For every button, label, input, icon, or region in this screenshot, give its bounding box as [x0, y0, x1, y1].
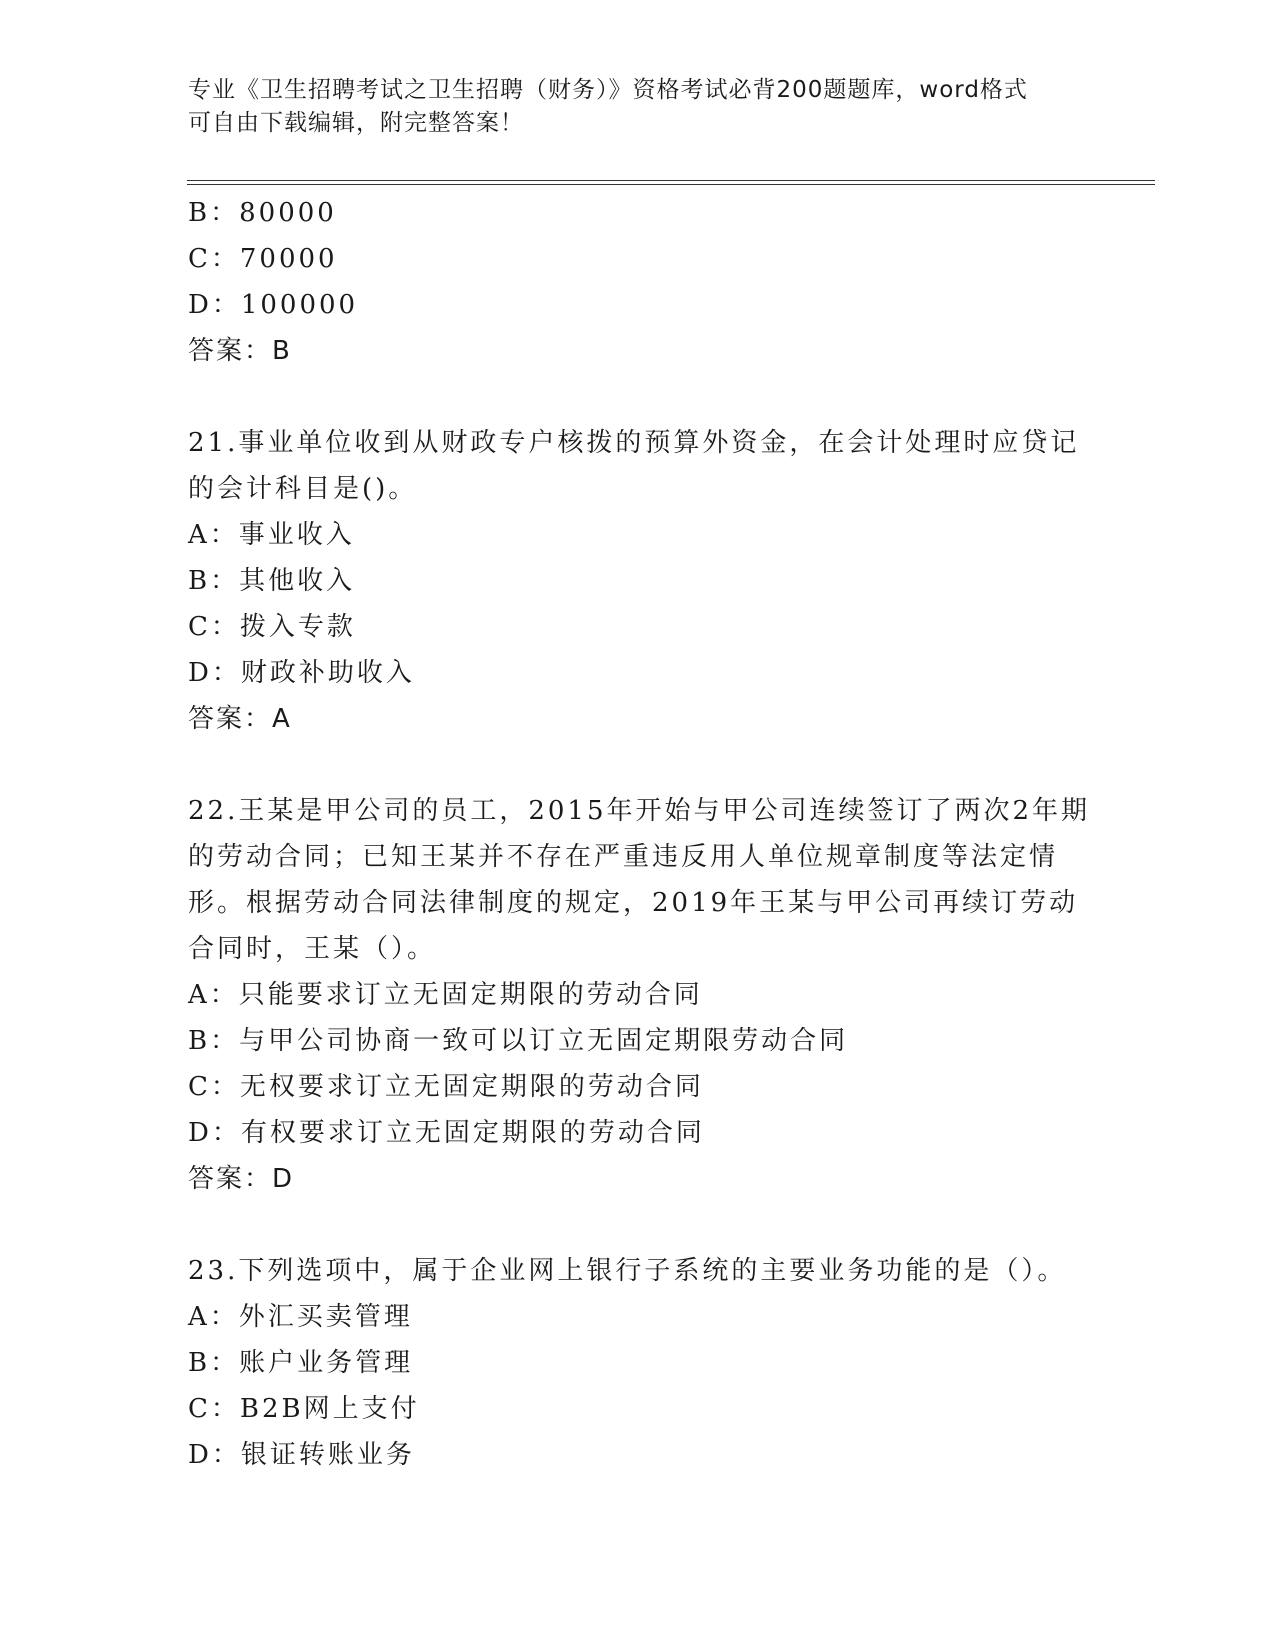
option-d: D：银证转账业务	[188, 1440, 415, 1470]
header-divider-bottom	[187, 184, 1155, 185]
stem-line: 形。根据劳动合同法律制度的规定，2019年王某与甲公司再续订劳动	[188, 888, 1079, 918]
option-a: A：只能要求订立无固定期限的劳动合同	[188, 980, 703, 1010]
option-c: C：B2B网上支付	[188, 1394, 420, 1424]
header-divider-top	[187, 180, 1155, 181]
question-stem	[188, 420, 1088, 512]
option-d: D：100000	[188, 290, 359, 320]
option-b: B：其他收入	[188, 566, 356, 596]
option-c: C：无权要求订立无固定期限的劳动合同	[188, 1072, 704, 1102]
question-23	[188, 1248, 1088, 1478]
option-a: A：事业收入	[188, 520, 355, 550]
spacer	[188, 742, 1088, 788]
option-b: B：与甲公司协商一致可以订立无固定期限劳动合同	[188, 1026, 849, 1056]
option-d: D：有权要求订立无固定期限的劳动合同	[188, 1118, 705, 1148]
header-line-1: 专业《卫生招聘考试之卫生招聘（财务）》资格考试必背200题题库，word格式	[188, 77, 1028, 103]
stem-line: 的劳动合同；已知王某并不存在严重违反用人单位规章制度等法定情	[188, 842, 1059, 872]
stem-line: 23.下列选项中，属于企业网上银行子系统的主要业务功能的是（）。	[188, 1256, 1067, 1286]
answer-line: 答案：B	[188, 336, 292, 366]
option-c: C：拨入专款	[188, 612, 356, 642]
option-b: B：账户业务管理	[188, 1348, 414, 1378]
option-b: B：80000	[188, 198, 337, 228]
question-stem	[188, 1248, 1088, 1294]
answer-line: 答案：D	[188, 1164, 295, 1194]
spacer	[188, 1202, 1088, 1248]
stem-line: 合同时，王某（）。	[188, 934, 437, 964]
header-line-2: 可自由下载编辑，附完整答案！	[188, 110, 524, 136]
question-21	[188, 420, 1088, 742]
answer-line: 答案：A	[188, 704, 292, 734]
question-20-tail	[188, 190, 1088, 374]
option-d: D：财政补助收入	[188, 658, 415, 688]
stem-line: 22.王某是甲公司的员工，2015年开始与甲公司连续签订了两次2年期	[188, 796, 1091, 826]
stem-line: 的会计科目是()。	[188, 474, 418, 504]
spacer	[188, 374, 1088, 420]
document-header	[188, 74, 1068, 140]
stem-line: 21.事业单位收到从财政专户核拨的预算外资金，在会计处理时应贷记	[188, 428, 1080, 458]
question-content	[188, 190, 1091, 1478]
option-c: C：70000	[188, 244, 338, 274]
question-stem	[188, 788, 1091, 972]
question-22	[188, 788, 1091, 1202]
option-a: A：外汇买卖管理	[188, 1302, 413, 1332]
